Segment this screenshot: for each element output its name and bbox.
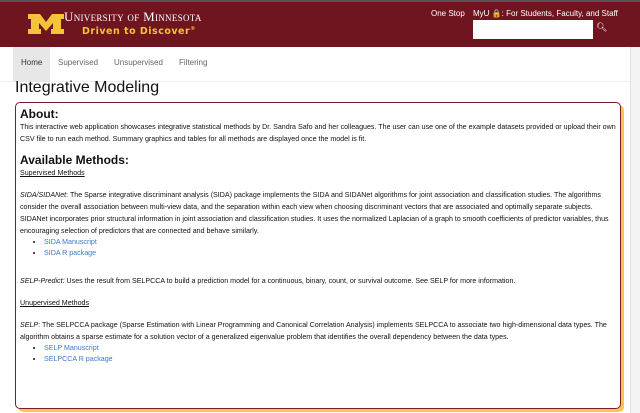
selp-description — [20, 319, 616, 343]
myu-link[interactable] — [473, 9, 618, 18]
registered-mark: ® — [190, 26, 196, 32]
one-stop-link[interactable]: One Stop — [431, 9, 465, 18]
tab-filtering[interactable]: Filtering — [179, 58, 208, 67]
university-name[interactable]: University of Minnesota — [64, 9, 202, 24]
tab-supervised[interactable]: Supervised — [58, 58, 99, 67]
tagline — [82, 26, 196, 37]
selp-links — [44, 343, 616, 365]
list-item — [44, 343, 616, 354]
sida-description — [20, 189, 616, 237]
selp-text: : The SELPCCA package (Sparse Estimation with Linear Programming and Canonical Correlation Analysis) implements SELPCCA to associate two high-dimensional data types. The algorithm obtains a sparse estimate for a solution vector of a generalized eigenvalue problem that identifies the overall dependency between the data types. — [20, 321, 607, 341]
myu-label: MyU — [473, 9, 490, 18]
scrollbar[interactable] — [630, 47, 640, 413]
tab-home[interactable]: Home — [13, 47, 50, 82]
page-title: Integrative Modeling — [15, 79, 160, 96]
methods-heading: Available Methods: — [20, 153, 129, 167]
selp-predict-description — [20, 275, 616, 287]
list-item — [44, 237, 616, 248]
list-item — [44, 354, 616, 365]
selpcca-r-package-link[interactable]: SELPCCA R package — [44, 355, 113, 363]
nav-bar — [0, 47, 640, 82]
sida-text: : The Sparse integrative discriminant analysis (SIDA) package implements the SIDA and SIDANet algorithms for joint association and classification studies. The algorithms consider the overall association between multi-view data, and the separation within each view when choosing discriminant vectors that are associated and optimally separate subjects. SIDANet incorporates prior structural information in joint association and classification studies. It uses the normalized Laplacian of a graph to smooth coefficients of predictor variables, thus encouraging selection of predictors that are connected and behave similarly. — [20, 191, 609, 235]
lock-icon: 🔒 — [491, 9, 502, 18]
university-m-logo[interactable] — [28, 14, 64, 34]
sida-links — [44, 237, 616, 259]
search-input[interactable] — [473, 20, 593, 39]
tagline-text: Driven to Discover — [82, 26, 191, 38]
myu-suffix: : For Students, Faculty, and Staff — [501, 9, 618, 18]
selp-manuscript-link[interactable]: SELP Manuscript — [44, 344, 99, 352]
tab-unsupervised[interactable]: Unsupervised — [114, 58, 163, 67]
list-item — [44, 248, 616, 259]
sida-r-package-link[interactable]: SIDA R package — [44, 249, 97, 257]
sida-manuscript-link[interactable]: SIDA Manuscript — [44, 238, 97, 246]
selp-predict-text: Uses the result from SELPCCA to build a prediction model for a continuous, binary, count, or survival outcome. See SELP for more information. — [64, 277, 516, 285]
sida-name: SIDA/SIDANet — [20, 191, 67, 199]
about-text: This interactive web application showcases integrative statistical methods by Dr. Sandra Safo and her colleagues. The user can use one of the example datasets provided or upload their own CSV file to run each method. Summary graphics and tables for all methods are displayed once the model is fit. — [20, 123, 616, 143]
site-header — [0, 0, 640, 47]
supervised-label: Supervised Methods — [20, 169, 85, 177]
unsupervised-label: Unupervised Methods — [20, 299, 90, 307]
about-heading: About: — [20, 107, 59, 121]
selp-predict-name: SELP-Predict: — [20, 277, 65, 285]
selp-name: SELP — [20, 321, 39, 329]
content-panel — [15, 102, 621, 409]
search-icon[interactable]: 🔍︎ — [596, 22, 608, 32]
